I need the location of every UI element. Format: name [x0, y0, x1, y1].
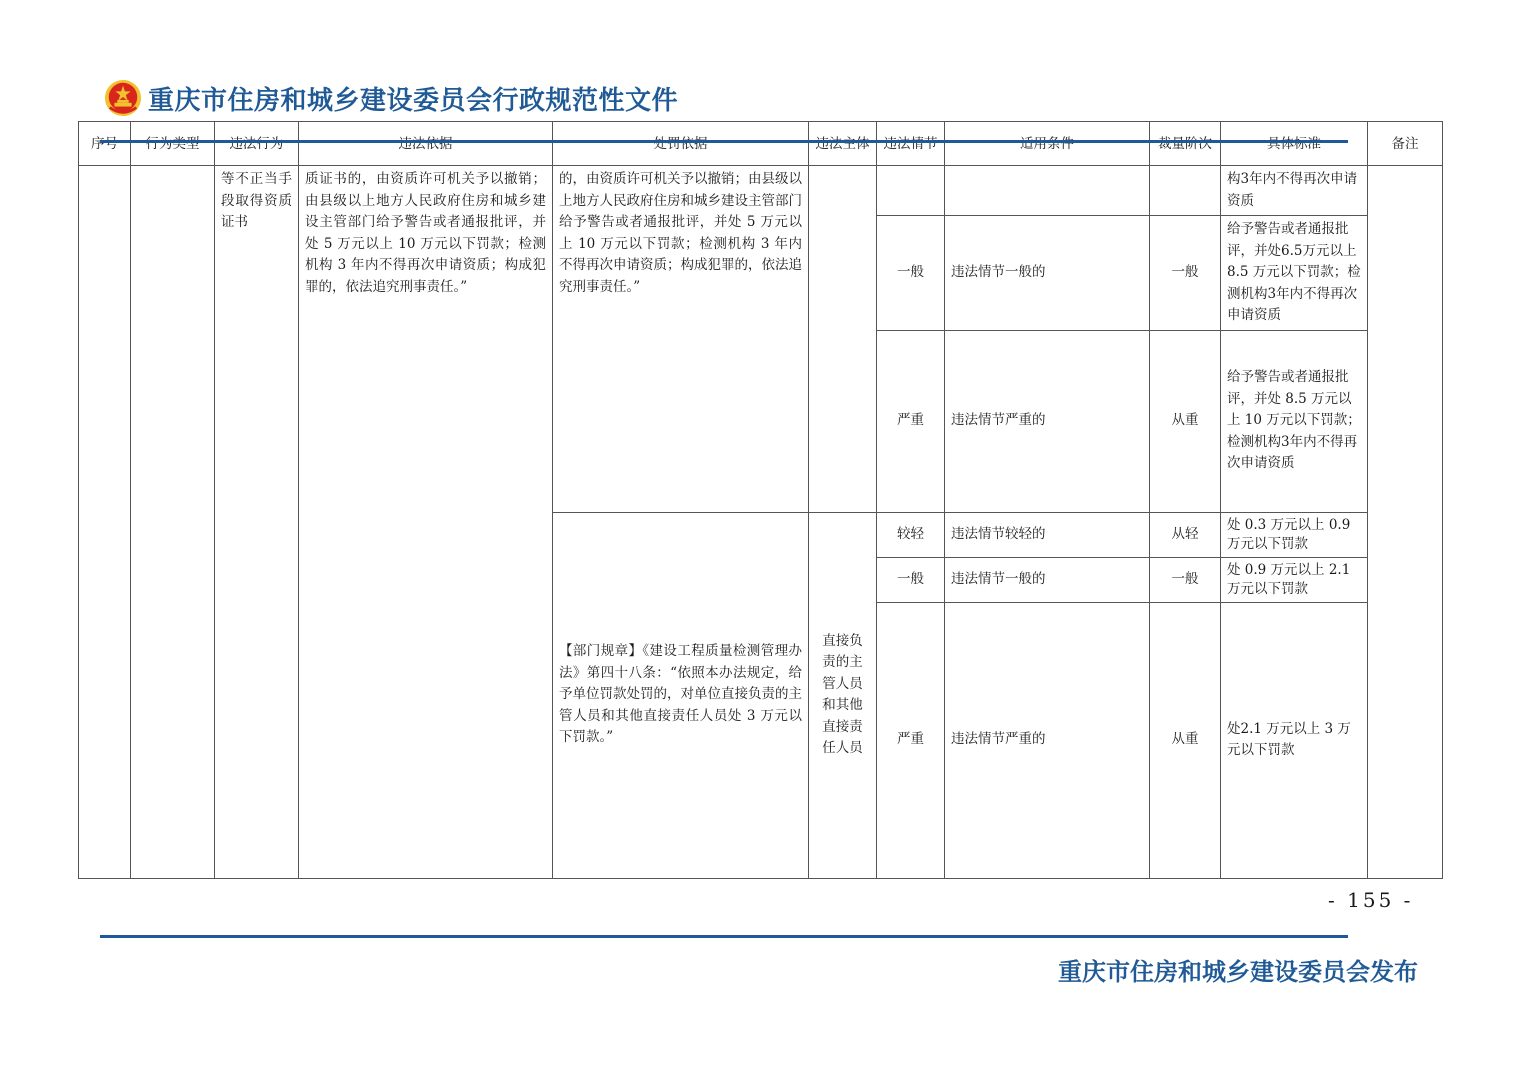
condition-cell: 违法情节严重的 — [945, 330, 1150, 512]
standard-cell: 处 0.3 万元以上 0.9 万元以下罚款 — [1221, 512, 1368, 557]
publisher-label: 重庆市住房和城乡建设委员会发布 — [1058, 958, 1418, 986]
page-number: - 155 - — [1328, 888, 1414, 912]
circumstance-cell: 一般 — [877, 216, 945, 331]
header-penalty: 处罚依据 — [553, 122, 809, 166]
header-act: 违法行为 — [215, 122, 299, 166]
condition-cell: 违法情节较轻的 — [945, 512, 1150, 557]
circumstance-cell: 一般 — [877, 557, 945, 602]
subject-cell-2: 直接负责的主管人员和其他直接责任人员 — [809, 512, 877, 878]
level-cell: 一般 — [1150, 557, 1221, 602]
circumstance-cell: 严重 — [877, 330, 945, 512]
condition-cell: 违法情节严重的 — [945, 602, 1150, 878]
condition-cell — [945, 166, 1150, 216]
standard-cell: 处2.1 万元以上 3 万元以下罚款 — [1221, 602, 1368, 878]
level-cell — [1150, 166, 1221, 216]
circumstance-cell: 严重 — [877, 602, 945, 878]
header-type: 行为类型 — [131, 122, 215, 166]
act-cell: 等不正当手段取得资质证书 — [215, 166, 299, 879]
header-level: 裁量阶次 — [1150, 122, 1221, 166]
basis-cell: 质证书的，由资质许可机关予以撤销；由县级以上地方人民政府住房和城乡建设主管部门给予警告或者通报批评，并处 5 万元以上 10 万元以下罚款；检测机构 3 年内不得再次申请资质；构成犯罪的，依法追究刑事责任。” — [299, 166, 553, 879]
type-cell — [131, 166, 215, 879]
header-condition: 适用条件 — [945, 122, 1150, 166]
national-emblem-icon — [104, 79, 142, 117]
footer-rule — [100, 935, 1348, 938]
level-cell: 从重 — [1150, 330, 1221, 512]
circumstance-cell — [877, 166, 945, 216]
level-cell: 从重 — [1150, 602, 1221, 878]
header-standard: 具体标准 — [1221, 122, 1368, 166]
penalty-table — [78, 121, 1443, 879]
standard-cell: 给予警告或者通报批评，并处6.5万元以上8.5 万元以下罚款；检测机构3年内不得再次申请资质 — [1221, 216, 1368, 331]
header-subject: 违法主体 — [809, 122, 877, 166]
standard-cell: 处 0.9 万元以上 2.1 万元以下罚款 — [1221, 557, 1368, 602]
document-header — [104, 76, 678, 120]
standard-cell: 给予警告或者通报批评，并处 8.5 万元以上 10 万元以下罚款；检测机构3年内不得再次申请资质 — [1221, 330, 1368, 512]
table-row — [79, 166, 1443, 216]
header-rule — [100, 140, 1348, 143]
header-seq: 序号 — [79, 122, 131, 166]
note-cell — [1368, 166, 1443, 879]
level-cell: 一般 — [1150, 216, 1221, 331]
document-title: 重庆市住房和城乡建设委员会行政规范性文件 — [148, 85, 679, 116]
penalty-cell-2: 【部门规章】《建设工程质量检测管理办法》第四十八条：“依照本办法规定，给予单位罚款处罚的，对单位直接负责的主管人员和其他直接责任人员处 3 万元以下罚款。” — [553, 512, 809, 878]
standard-cell: 构3年内不得再次申请资质 — [1221, 166, 1368, 216]
table-header-row — [79, 122, 1443, 166]
condition-cell: 违法情节一般的 — [945, 557, 1150, 602]
circumstance-cell: 较轻 — [877, 512, 945, 557]
header-circumstance: 违法情节 — [877, 122, 945, 166]
header-basis: 违法依据 — [299, 122, 553, 166]
condition-cell: 违法情节一般的 — [945, 216, 1150, 331]
penalty-cell-1: 的，由资质许可机关予以撤销；由县级以上地方人民政府住房和城乡建设主管部门给予警告或者通报批评，并处 5 万元以上 10 万元以下罚款；检测机构 3 年内不得再次申请资质；构成犯罪的，依法追究刑事责任。” — [553, 166, 809, 513]
level-cell: 从轻 — [1150, 512, 1221, 557]
seq-cell — [79, 166, 131, 879]
subject-cell-1 — [809, 166, 877, 513]
header-note: 备注 — [1368, 122, 1443, 166]
